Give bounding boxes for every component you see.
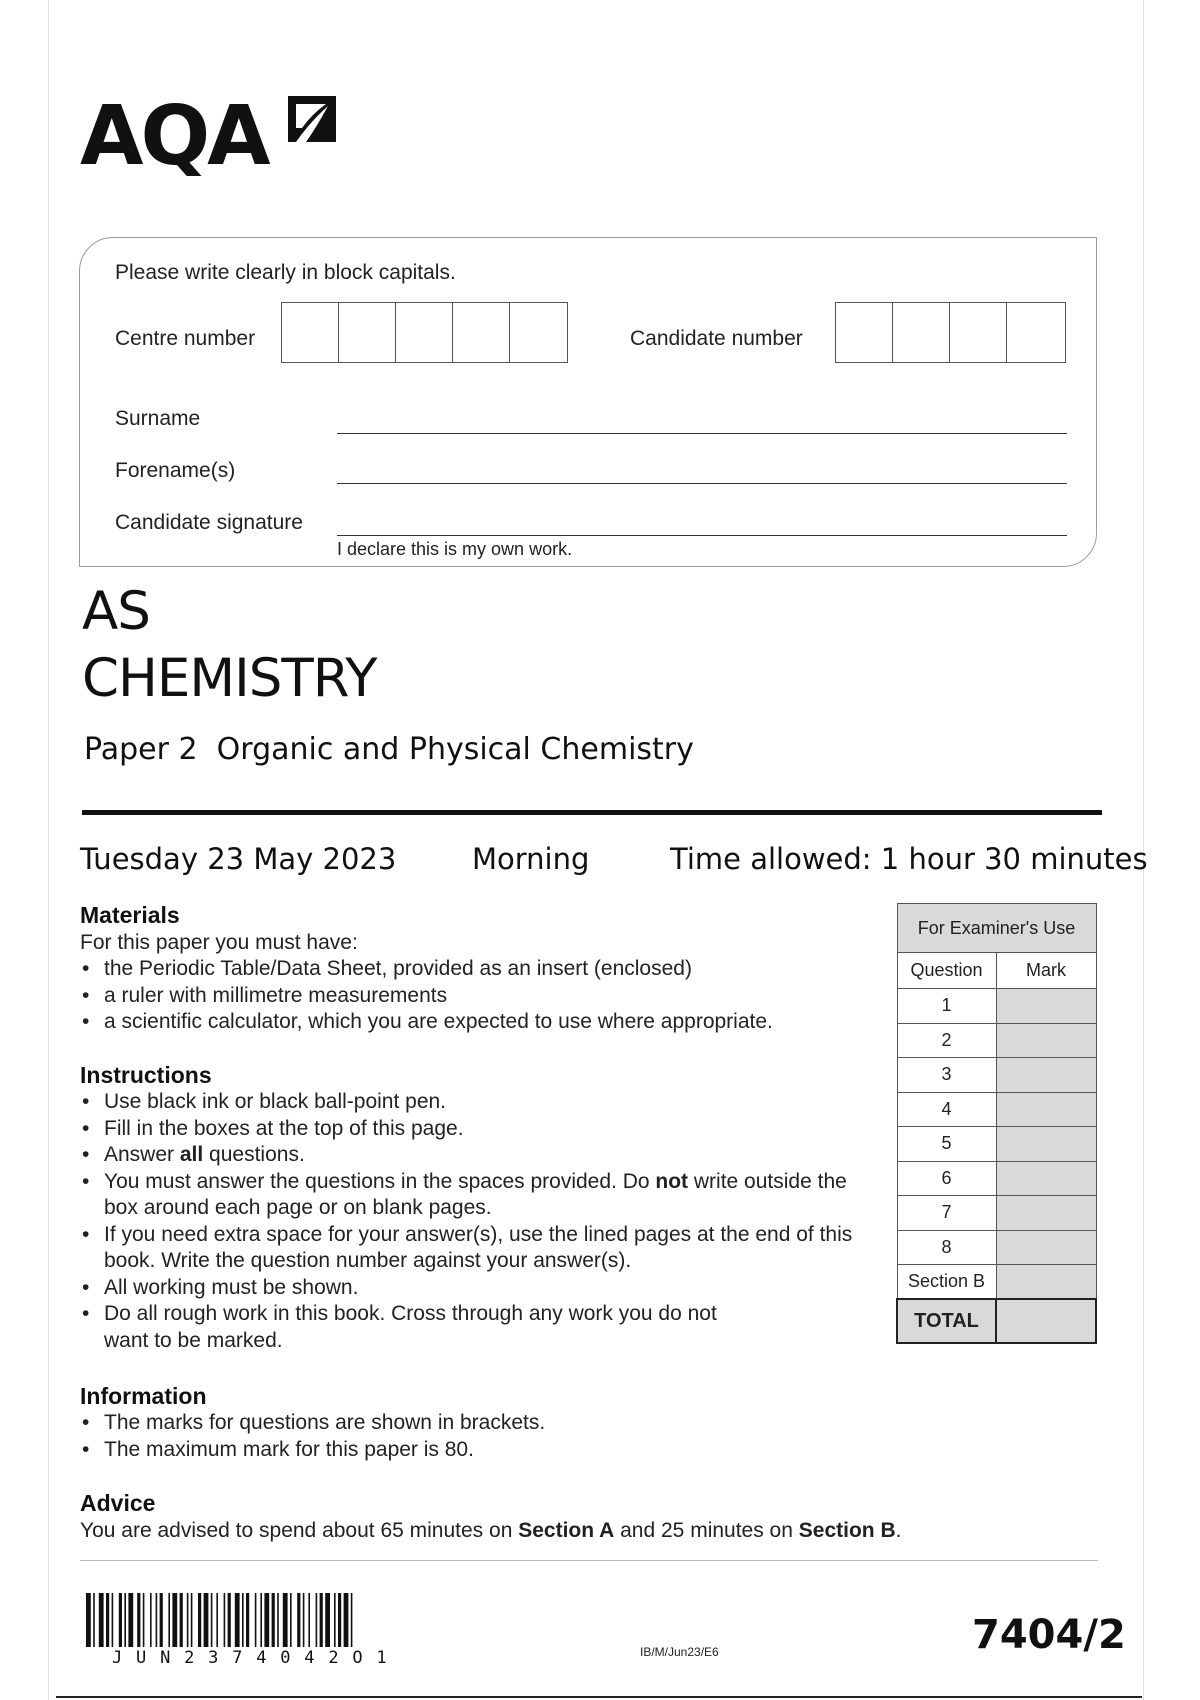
barcode-bar [338,1593,341,1647]
barcode-bar [277,1593,279,1647]
digit-box[interactable] [893,303,950,362]
mark-cell [996,1058,1096,1093]
page-bottom-rule [56,1696,1142,1698]
materials-intro: For this paper you must have: [80,931,358,954]
question-number: 3 [897,1058,996,1093]
barcode-bar [172,1593,177,1647]
barcode-bar [224,1593,226,1647]
signature-field[interactable] [337,535,1067,536]
barcode-bar [216,1593,218,1647]
barcode-bar [283,1593,288,1647]
mark-cell [996,1265,1096,1300]
list-item: • The marks for questions are shown in brackets. [80,1410,880,1437]
materials-heading: Materials [80,902,180,928]
barcode-bar [156,1593,158,1647]
digit-box[interactable] [339,303,396,362]
question-number: 6 [897,1161,996,1196]
signature-label: Candidate signature [115,511,303,534]
instructions-heading: Instructions [80,1062,212,1088]
instructions-section [80,1062,870,1354]
time-allowed: Time allowed: 1 hour 30 minutes [670,842,1148,876]
digit-box[interactable] [396,303,453,362]
list-item: • All working must be shown. [80,1275,870,1302]
block-capitals-instruction: Please write clearly in block capitals. [115,261,456,284]
barcode-bar [351,1593,353,1647]
mark-cell [996,989,1096,1024]
digit-box[interactable] [950,303,1007,362]
barcode-icon [86,1593,470,1647]
barcode-bar [272,1593,275,1647]
barcode-bar [211,1593,213,1647]
mark-cell [996,1023,1096,1058]
subject-title: CHEMISTRY [82,648,377,709]
question-column-header: Question [897,953,996,989]
list-item: • Fill in the boxes at the top of this page. [80,1116,870,1143]
centre-number-boxes[interactable] [281,302,568,363]
barcode-bar [320,1593,323,1647]
digit-box[interactable] [453,303,510,362]
digit-box[interactable] [836,303,893,362]
barcode-bar [124,1593,126,1647]
materials-list [80,956,880,1036]
information-heading: Information [80,1383,207,1409]
materials-section [80,902,880,1036]
barcode-bar [290,1593,292,1647]
list-item: • Use black ink or black ball-point pen. [80,1089,870,1116]
digit-box[interactable] [1007,303,1064,362]
barcode-bar [297,1593,300,1647]
barcode-bar [308,1593,310,1647]
digit-box[interactable] [282,303,339,362]
list-item: • Answer all questions. [80,1142,870,1169]
question-number: 4 [897,1092,996,1127]
list-item: • You must answer the questions in the spaces provided. Do not write outside the box around each page or on blank pages. [80,1169,870,1222]
barcode-bar [86,1593,91,1647]
barcode-bar [303,1593,305,1647]
paper-code: 7404/2 [972,1612,1126,1658]
centre-number-label: Centre number [115,327,256,350]
question-number: 7 [897,1196,996,1231]
barcode-digits: JUN2374042O1 [112,1648,401,1668]
barcode-bar [119,1593,122,1647]
barcode-bar [246,1593,249,1647]
barcode-bar [180,1593,183,1647]
barcode-bar [150,1593,152,1647]
list-item: • The maximum mark for this paper is 80. [80,1437,880,1464]
mark-cell [996,1230,1096,1265]
barcode-bar [187,1593,189,1647]
candidate-number-label: Candidate number [630,327,803,350]
barcode-bar [334,1593,336,1647]
question-number: 8 [897,1230,996,1265]
barcode-bar [128,1593,133,1647]
barcode-bar [228,1593,231,1647]
qualification-level: AS [82,581,150,642]
logo-text: AQA [80,89,268,184]
list-item: • Do all rough work in this book. Cross through any work you do not want to be marked. [80,1301,870,1354]
barcode-bar [137,1593,140,1647]
question-number: Section B [897,1265,996,1300]
declaration-text: I declare this is my own work. [337,539,573,559]
total-mark-cell [996,1299,1096,1343]
question-number: 2 [897,1023,996,1058]
digit-box[interactable] [510,303,567,362]
barcode-bar [143,1593,145,1647]
barcode-bar [235,1593,240,1647]
advice-text: You are advised to spend about 65 minutes on Section A and 25 minutes on Section B. [80,1519,902,1542]
barcode-bar [204,1593,209,1647]
title-divider [82,810,1102,815]
barcode-bar [325,1593,330,1647]
barcode-bar [168,1593,170,1647]
barcode-bar [99,1593,104,1647]
total-label: TOTAL [897,1299,996,1343]
list-item: • the Periodic Table/Data Sheet, provided as an insert (enclosed) [80,956,880,983]
barcode-bar [344,1593,349,1647]
mark-cell [996,1196,1096,1231]
mark-column-header: Mark [996,953,1096,989]
barcode-bar [264,1593,269,1647]
question-number: 1 [897,989,996,1024]
advice-heading: Advice [80,1490,156,1516]
mark-cell [996,1092,1096,1127]
information-section [80,1383,880,1463]
forenames-label: Forename(s) [115,459,236,482]
mark-cell [996,1161,1096,1196]
barcode-bar [198,1593,201,1647]
candidate-number-boxes[interactable] [835,302,1066,363]
footer-divider [80,1560,1098,1561]
list-item: • If you need extra space for your answer(s), use the lined pages at the end of this book. Write the question number against your answer(s). [80,1222,870,1275]
examiner-use-table [896,903,1097,1344]
barcode-bar [260,1593,262,1647]
surname-label: Surname [115,407,201,430]
barcode-bar [242,1593,244,1647]
information-list [80,1410,880,1463]
instructions-list [80,1089,870,1354]
list-item: • a scientific calculator, which you are expected to use where appropriate. [80,1009,880,1036]
paper-title: Paper 2 Organic and Physical Chemistry [84,732,694,767]
mark-cell [996,1127,1096,1162]
exam-session: Morning [472,842,590,876]
barcode-bar [112,1593,114,1647]
barcode-bar [255,1593,257,1647]
barcode-bar [316,1593,318,1647]
examiner-table-title: For Examiner's Use [897,904,1096,953]
question-number: 5 [897,1127,996,1162]
exam-date: Tuesday 23 May 2023 [80,842,397,876]
aqa-logo [80,89,340,187]
barcode-bar [160,1593,163,1647]
barcode-bar [106,1593,109,1647]
barcode-bar [93,1593,95,1647]
forenames-field[interactable] [337,483,1067,484]
advice-section [80,1490,1060,1544]
barcode-bar [191,1593,193,1647]
surname-field[interactable] [337,433,1067,434]
list-item: • a ruler with millimetre measurements [80,983,880,1010]
logo-mark-icon [282,92,340,154]
reference-code: IB/M/Jun23/E6 [640,1645,719,1659]
